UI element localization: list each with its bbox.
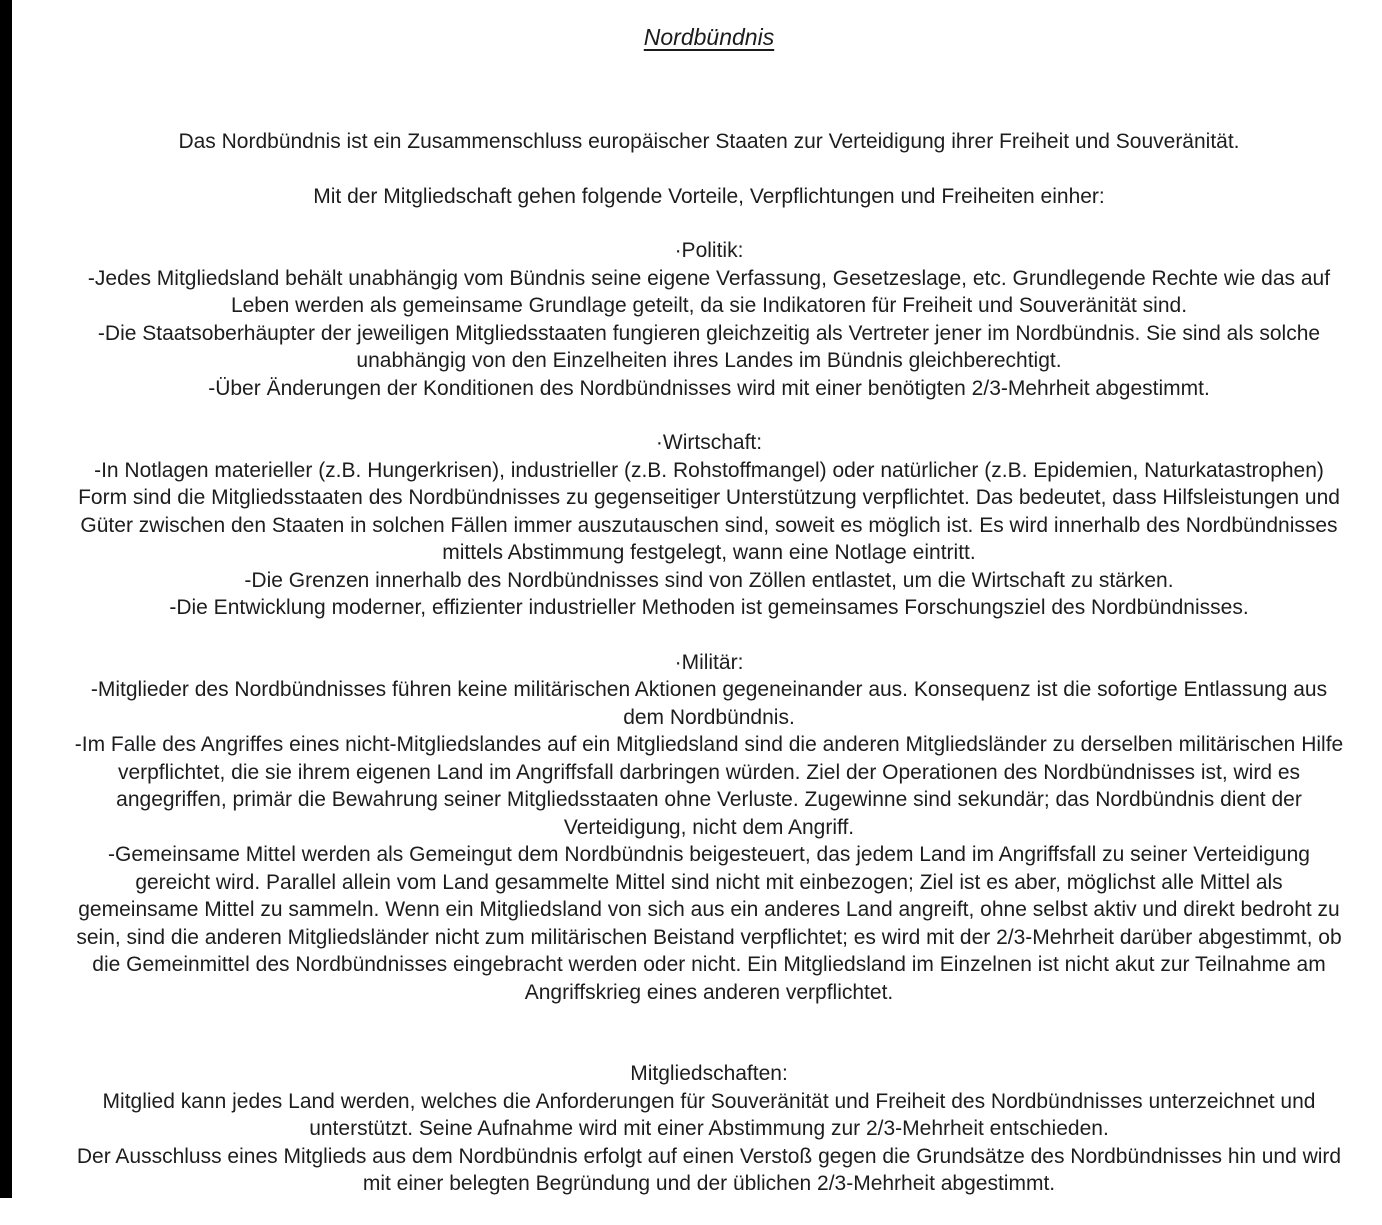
section-item: -Die Entwicklung moderner, effizienter industrieller Methoden ist gemeinsames Forschungsziel des Nordbündnisses. bbox=[169, 596, 1249, 619]
notes-document[interactable] bbox=[74, 22, 1344, 1225]
page-title: Nordbündnis bbox=[643, 24, 775, 50]
section-item: -Über Änderungen der Konditionen des Nordbündnisses wird mit einer benötigten 2/3-Mehrheit abgestimmt. bbox=[208, 376, 1210, 400]
section-item: -In Notlagen materieller (z.B. Hungerkrisen), industrieller (z.B. Rohstoffmangel) oder natürlicher (z.B. Epidemien, Naturkatastrophen) Form sind die Mitgliedsstaaten des Nordbündnisses zu gegenseitiger Unterstützung verpflichtet. Das bedeutet, dass Hilfsleistungen und Güter zwischen den Staaten in solchen Fällen immer auszutauschen sind, soweit es möglich ist. Es wird innerhalb des Nordbündnisses mittels Abstimmung festgelegt, wann eine Notlage eintritt. bbox=[78, 458, 1340, 564]
intro-paragraph: Mit der Mitgliedschaft gehen folgende Vorteile, Verpflichtungen und Freiheiten einher: bbox=[313, 184, 1105, 208]
left-edge-bar bbox=[0, 0, 12, 1198]
section-item: -Mitglieder des Nordbündnisses führen keine militärischen Aktionen gegeneinander aus. Konsequenz ist die sofortige Entlassung aus dem Nordbündnis. bbox=[90, 678, 1328, 729]
section-1 bbox=[74, 429, 1344, 622]
section-0 bbox=[74, 237, 1344, 402]
section-item: -Im Falle des Angriffes eines nicht-Mitgliedslandes auf ein Mitgliedsland sind die anderen Mitgliedsländer zu derselben militärischen Hilfe verpflichtet, die sie ihrem eigenen Land im Angriffsfall darbringen würden. Ziel der Operationen des Nordbündnisses ist, wird es angegriffen, primär die Bewahrung seiner Mitgliedsstaaten ohne Verluste. Zugewinne sind sekundär; das Nordbündnis dient der Verteidigung, nicht dem Angriff. bbox=[74, 733, 1344, 839]
section-item: -Die Staatsoberhäupter der jeweiligen Mitgliedsstaaten fungieren gleichzeitig als Vertreter jener im Nordbündnis. Sie sind als solche unabhängig von den Einzelheiten ihres Landes im Bündnis gleichberechtigt. bbox=[97, 321, 1321, 372]
section-heading: ·Militär: bbox=[674, 650, 744, 674]
section-heading: ·Politik: bbox=[674, 239, 744, 262]
section-2 bbox=[74, 649, 1344, 1007]
section-heading: Mitgliedschaften: bbox=[630, 1062, 788, 1085]
section-heading: ·Wirtschaft: bbox=[655, 431, 763, 454]
section-item: -Gemeinsame Mittel werden als Gemeingut dem Nordbündnis beigesteuert, das jedem Land im Angriffsfall zu seiner Verteidigung gereicht wird. Parallel allein vom Land gesammelte Mittel sind nicht mit einbezogen; Ziel ist es aber, möglichst alle Mittel als gemeinsame Mittel zu sammeln. Wenn ein Mitgliedsland von sich aus ein anderes Land angreift, ohne selbst aktiv und direkt bedroht zu sein, sind die anderen Mitgliedsländer nicht zum militärischen Beistand verpflichtet; es wird mit der 2/3-Mehrheit darüber abgestimmt, ob die Gemeinmittel des Nordbündnisses eingebracht werden oder nicht. Ein Mitgliedsland im Einzelnen ist nicht akut zur Teilnahme am Angriffskrieg eines anderen verpflichtet. bbox=[76, 843, 1342, 1004]
section-item: -Die Grenzen innerhalb des Nordbündnisses sind von Zöllen entlastet, um die Wirtschaft zu stärken. bbox=[244, 568, 1174, 592]
intro-paragraph: Das Nordbündnis ist ein Zusammenschluss europäischer Staaten zur Verteidigung ihrer Freiheit und Souveränität. bbox=[178, 130, 1240, 153]
document-body bbox=[74, 128, 1344, 1198]
section-item: -Jedes Mitgliedsland behält unabhängig vom Bündnis seine eigene Verfassung, Gesetzeslage, etc. Grundlegende Rechte wie das auf Leben werden als gemeinsame Grundlage geteilt, da sie Indikatoren für Freiheit und Souveränität sind. bbox=[87, 266, 1331, 317]
section-3 bbox=[74, 1060, 1344, 1198]
section-item: Mitglied kann jedes Land werden, welches die Anforderungen für Souveränität und Freiheit des Nordbündnisses unterzeichnet und unterstützt. Seine Aufnahme wird mit einer Abstimmung zur 2/3-Mehrheit entschieden. bbox=[102, 1089, 1316, 1140]
section-item: Der Ausschluss eines Mitglieds aus dem Nordbündnis erfolgt auf einen Verstoß gegen die Grundsätze des Nordbündnisses hin und wird mit einer belegten Begründung und der üblichen 2/3-Mehrheit abgestimmt. bbox=[76, 1144, 1342, 1195]
